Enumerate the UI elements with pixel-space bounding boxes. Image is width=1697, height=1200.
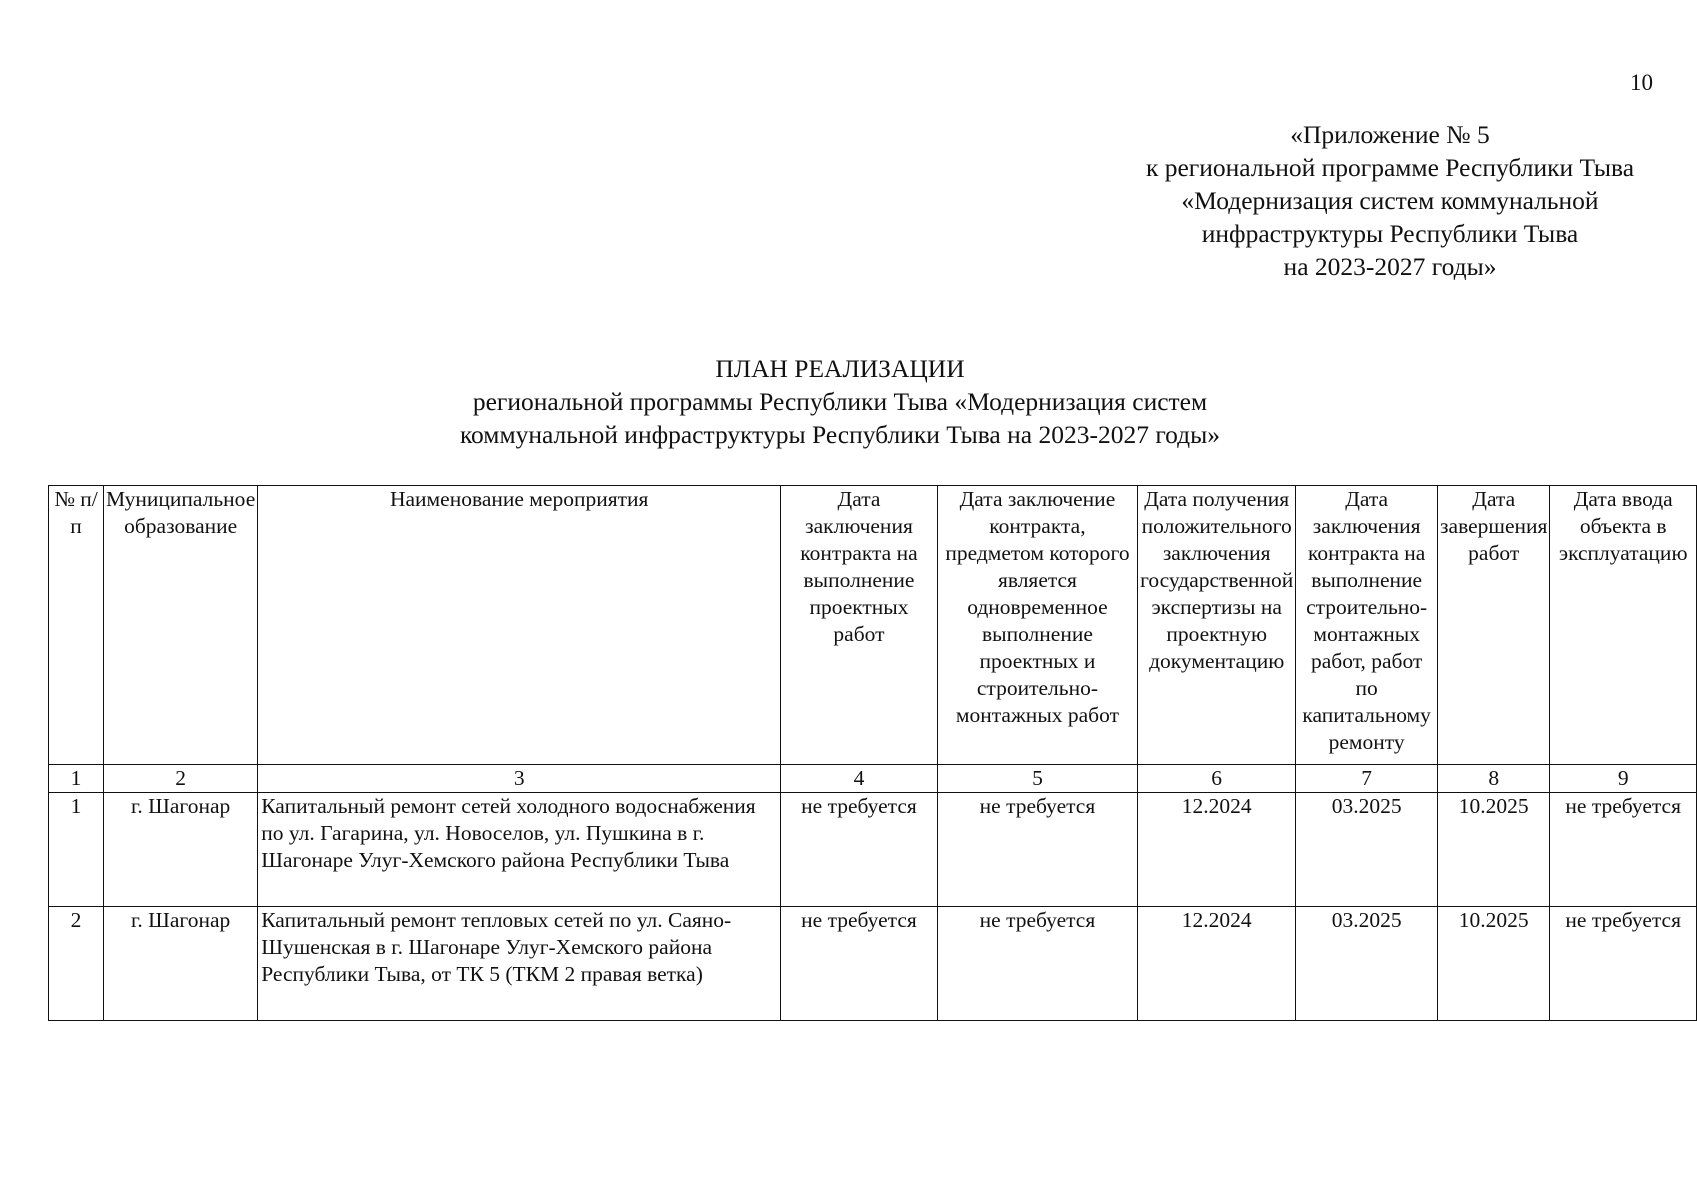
row-completion: 10.2025	[1438, 793, 1550, 907]
table-header-row	[49, 486, 1697, 765]
page-number: 10	[1630, 70, 1653, 95]
header-cell-name: Наименование мероприятия	[258, 486, 781, 765]
header-cell-design-contract: Дата заключения контракта на выполнение проектных работ	[781, 486, 938, 765]
header-cell-expertise: Дата получения положительного заключения государственной экспертизы на проектную документацию	[1138, 486, 1296, 765]
appendix-line: «Модернизация систем коммунальной	[1181, 186, 1599, 215]
header-cell-construction-contract: Дата заключения контракта на выполнение строительно-монтажных работ, работ по капитальному ремонту	[1296, 486, 1438, 765]
row-activity-name: Капитальный ремонт тепловых сетей по ул. Саяно-Шушенская в г. Шагонаре Улуг-Хемского района Республики Тыва, от ТК 5 (ТКМ 2 правая ветка)	[258, 907, 781, 1021]
column-number-cell: 2	[104, 765, 258, 793]
column-number-cell: 1	[49, 765, 104, 793]
appendix-line: «Приложение № 5	[1290, 120, 1490, 149]
header-cell-number: № п/п	[49, 486, 104, 765]
column-number-cell: 7	[1296, 765, 1438, 793]
row-number: 1	[49, 793, 104, 907]
appendix-header	[1090, 118, 1690, 283]
header-cell-commissioning: Дата ввода объекта в эксплуатацию	[1550, 486, 1697, 765]
header-cell-municipality: Муниципальное образование	[104, 486, 258, 765]
header-cell-completion: Дата завершения работ	[1438, 486, 1550, 765]
title-heading: ПЛАН РЕАЛИЗАЦИИ	[715, 354, 965, 383]
document-title	[340, 352, 1340, 451]
title-subtitle-line: коммунальной инфраструктуры Республики Тыва на 2023-2027 годы»	[459, 420, 1221, 449]
column-number-cell: 5	[937, 765, 1137, 793]
implementation-plan-table	[48, 485, 1697, 1021]
table-row	[49, 793, 1697, 907]
row-combined-contract: не требуется	[937, 907, 1137, 1021]
title-subtitle-line: региональной программы Республики Тыва «Модернизация систем	[472, 387, 1208, 416]
row-design-contract: не требуется	[781, 793, 938, 907]
row-combined-contract: не требуется	[937, 793, 1137, 907]
row-construction-contract: 03.2025	[1296, 793, 1438, 907]
row-municipality: г. Шагонар	[104, 793, 258, 907]
row-design-contract: не требуется	[781, 907, 938, 1021]
row-completion: 10.2025	[1438, 907, 1550, 1021]
row-activity-name: Капитальный ремонт сетей холодного водоснабжения по ул. Гагарина, ул. Новоселов, ул. Пушкина в г. Шагонаре Улуг-Хемского района Республики Тыва	[258, 793, 781, 907]
header-cell-combined-contract: Дата заключение контракта, предметом которого является одновременное выполнение проектных и строительно-монтажных работ	[937, 486, 1137, 765]
column-number-cell: 3	[258, 765, 781, 793]
row-commissioning: не требуется	[1550, 793, 1697, 907]
row-municipality: г. Шагонар	[104, 907, 258, 1021]
column-number-row	[49, 765, 1697, 793]
column-number-cell: 8	[1438, 765, 1550, 793]
row-commissioning: не требуется	[1550, 907, 1697, 1021]
row-expertise-date: 12.2024	[1138, 793, 1296, 907]
appendix-line: на 2023-2027 годы»	[1283, 252, 1497, 281]
table-row	[49, 907, 1697, 1021]
row-expertise-date: 12.2024	[1138, 907, 1296, 1021]
row-construction-contract: 03.2025	[1296, 907, 1438, 1021]
row-number: 2	[49, 907, 104, 1021]
column-number-cell: 9	[1550, 765, 1697, 793]
column-number-cell: 6	[1138, 765, 1296, 793]
appendix-line: к региональной программе Республики Тыва	[1145, 153, 1635, 182]
column-number-cell: 4	[781, 765, 938, 793]
appendix-line: инфраструктуры Республики Тыва	[1201, 219, 1579, 248]
